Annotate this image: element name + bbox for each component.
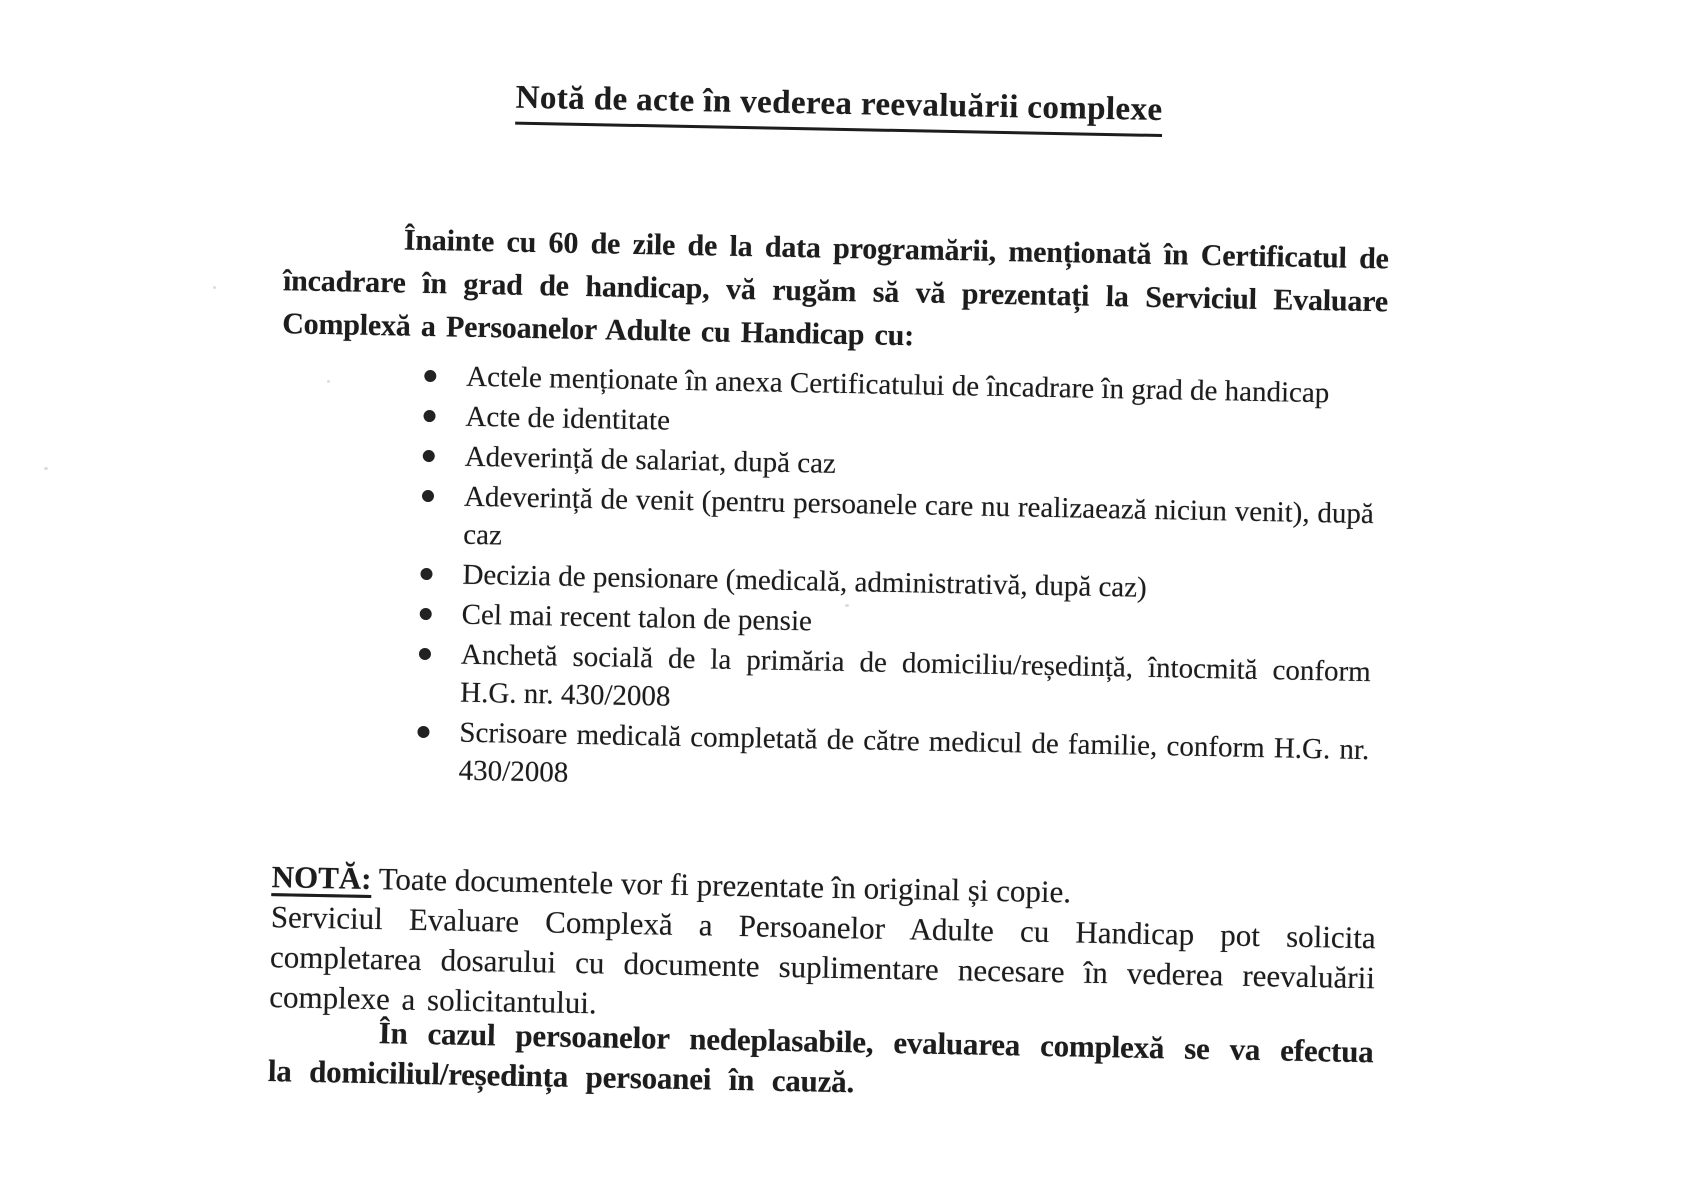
list-item bbox=[458, 714, 1379, 808]
list-item-text: Adeverință de salariat, după caz bbox=[464, 440, 837, 480]
document-title-row bbox=[286, 73, 1392, 141]
bullet-icon bbox=[420, 568, 432, 580]
intro-paragraph: Înainte cu 60 de zile de la data programării, menționată în Certificatul de încadrare în grad de handicap, vă rugăm să vă prezentați la Serviciul Evaluare Complexă a Persoanelor Adulte cu Handicap cu: bbox=[281, 223, 1390, 353]
list-item-text: Scrisoare medicală completată de către medicul de familie, conform H.G. nr. 430/2008 bbox=[458, 716, 1370, 789]
bullet-icon bbox=[423, 410, 435, 422]
list-item bbox=[460, 636, 1381, 730]
note-label: NOTĂ: bbox=[271, 859, 372, 896]
document-content bbox=[268, 57, 1393, 1112]
required-documents-list bbox=[273, 354, 1386, 807]
scan-speckle bbox=[44, 467, 48, 470]
list-item bbox=[463, 478, 1384, 572]
list-item-text: Acte de identitate bbox=[465, 400, 671, 437]
bullet-icon bbox=[417, 726, 429, 738]
list-item-text: Adeverință de venit (pentru persoanele care nu realizaează niciun venit), după caz bbox=[462, 480, 1375, 552]
note-sentence: Toate documentele vor fi prezentate în original și copie. bbox=[378, 861, 1072, 910]
bullet-icon bbox=[422, 490, 434, 502]
scan-speckle bbox=[213, 286, 216, 289]
note-paragraph: Serviciul Evaluare Complexă a Persoanelor Adulte cu Handicap pot solicita completarea dosarului cu documente suplimentare necesare în vederea reevaluării complexe a solicitantului. bbox=[269, 899, 1377, 1021]
bullet-icon bbox=[424, 370, 436, 382]
closing-paragraph: În cazul persoanelor nedeplasabile, evaluarea complexă se va efectua la domiciliul/reședința persoanei în cauză. bbox=[267, 1015, 1374, 1100]
bullet-icon bbox=[419, 648, 431, 660]
list-item-text: Anchetă socială de la primăria de domiciliu/reședință, întocmită conform H.G. nr. 430/2008 bbox=[459, 638, 1372, 713]
list-item-text: Cel mai recent talon de pensie bbox=[461, 598, 813, 638]
document-title: Notă de acte în vederea reevaluării complexe bbox=[515, 78, 1163, 137]
bullet-icon bbox=[423, 450, 435, 462]
bullet-icon bbox=[420, 608, 432, 620]
list-item-text: Actele menționate în anexa Certificatului de încadrare în grad de handicap bbox=[465, 360, 1330, 410]
list-item-text: Decizia de pensionare (medicală, administrativă, după caz) bbox=[462, 558, 1148, 604]
